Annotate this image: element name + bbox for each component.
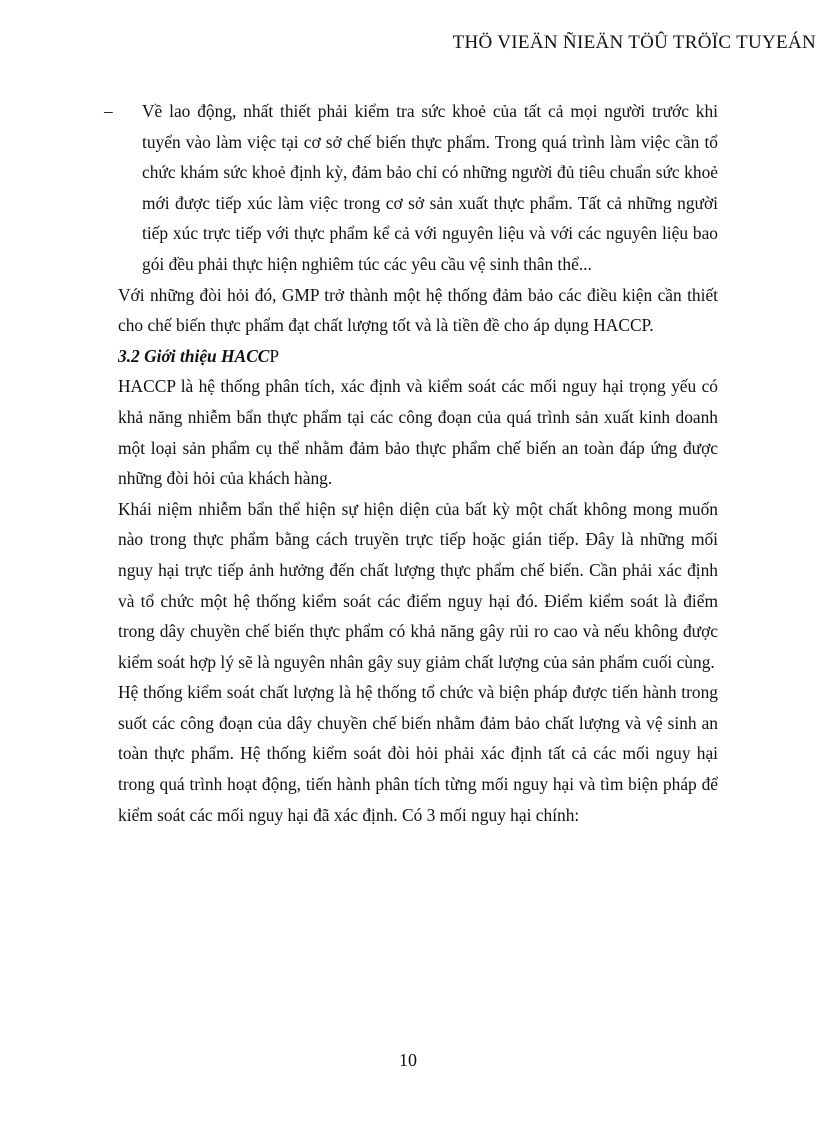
- page-number: 10: [399, 1050, 417, 1070]
- document-body: [104, 96, 718, 830]
- bullet-dash: –: [104, 101, 113, 121]
- paragraph-haccp-definition: HACCP là hệ thống phân tích, xác định và kiểm soát các mối nguy hại trọng yếu có khả năng nhiễm bẩn thực phẩm tại các công đoạn của quá trình sản xuất kinh doanh một loại sản phẩm cụ thể nhằm đảm bảo thực phẩm chế biến an toàn đáp ứng được những đòi hỏi của khách hàng.: [118, 376, 718, 489]
- bullet-paragraph-labor: [104, 96, 718, 280]
- section-heading-haccp: [118, 341, 718, 372]
- paragraph-contamination: Khái niệm nhiễm bẩn thể hiện sự hiện diện của bất kỳ một chất không mong muốn nào trong thực phẩm bằng cách truyền trực tiếp hoặc gián tiếp. Đây là những mối nguy hại trực tiếp ảnh hưởng đến chất lượng thực phẩm chế biến. Cần phải xác định và tổ chức một hệ thống kiểm soát các điểm nguy hại đó. Điểm kiểm soát là điểm trong dây chuyền chế biến thực phẩm có khả năng gây rủi ro cao và nếu không được kiểm soát hợp lý sẽ là nguyên nhân gây suy giảm chất lượng của sản phẩm cuối cùng.: [118, 498, 718, 672]
- paragraph-labor-text: Về lao động, nhất thiết phải kiểm tra sức khoẻ của tất cả mọi người trước khi tuyển vào làm việc tại cơ sở chế biến thực phẩm. Trong quá trình làm việc cần tổ chức khám sức khoẻ định kỳ, đảm bảo chỉ có những người đủ tiêu chuẩn sức khoẻ mới được tiếp xúc làm việc trong cơ sở sản xuất thực phẩm. Tất cả những người tiếp xúc trực tiếp với thực phẩm kể cả với nguyên liệu và với các nguyên liệu bao gói đều phải thực hiện nghiêm túc các yêu cầu vệ sinh thân thể...: [142, 101, 718, 274]
- section-heading-main: 3.2 Giới thiệu HACC: [118, 345, 270, 366]
- page-header: THÖ VIEÄN ÑIEÄN TÖÛ TRÖÏC TUYEÁN: [452, 32, 816, 53]
- paragraph-gmp: Với những đòi hỏi đó, GMP trở thành một hệ thống đảm bảo các điều kiện cần thiết cho chế biến thực phẩm đạt chất lượng tốt và là tiền đề cho áp dụng HACCP.: [118, 284, 718, 336]
- section-heading-tail: P: [269, 345, 280, 366]
- paragraph-quality-control: Hệ thống kiểm soát chất lượng là hệ thống tổ chức và biện pháp được tiến hành trong suốt các công đoạn của dây chuyền chế biến nhằm đảm bảo chất lượng và vệ sinh an toàn thực phẩm. Hệ thống kiểm soát đòi hỏi phải xác định tất cả các mối nguy hại trong quá trình hoạt động, tiến hành phân tích từng mối nguy hại và tìm biện pháp để kiểm soát các mối nguy hại đã xác định. Có 3 mối nguy hại chính:: [118, 682, 718, 825]
